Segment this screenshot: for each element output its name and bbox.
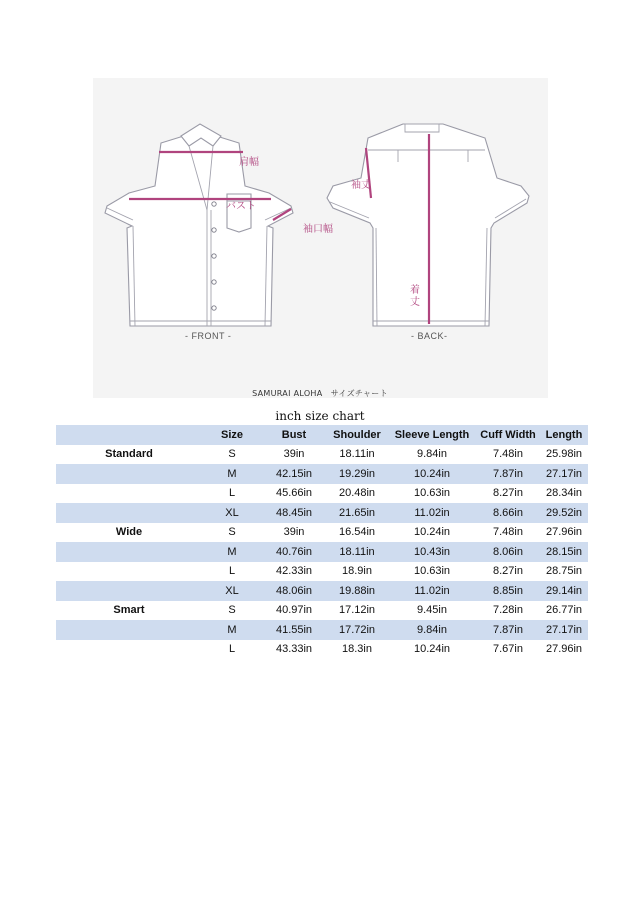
row-sleeve-length: 10.63in	[413, 565, 451, 578]
row-cuff-width: 8.66in	[493, 506, 523, 519]
back-caption: - BACK-	[411, 331, 448, 341]
row-cuff-width: 7.48in	[493, 526, 523, 539]
sleeve-length-label: 袖丈	[351, 180, 371, 191]
table-row	[56, 464, 588, 484]
row-fit: Smart	[113, 604, 145, 617]
table-row	[56, 581, 588, 601]
row-size: XL	[225, 584, 239, 597]
row-cuff-width: 8.06in	[493, 545, 523, 558]
row-length: 26.77in	[545, 604, 583, 617]
header-bust: Bust	[281, 428, 307, 441]
row-length: 29.52in	[545, 506, 583, 519]
brand-caption: SAMURAI ALOHA サイズチャート	[252, 389, 388, 398]
row-shoulder: 17.72in	[338, 623, 376, 636]
back-shirt	[327, 124, 529, 341]
row-bust: 39in	[283, 448, 305, 461]
row-fit	[56, 464, 202, 484]
table-row	[56, 484, 588, 504]
row-fit	[56, 542, 202, 562]
row-bust: 45.66in	[275, 487, 313, 500]
row-size: XL	[225, 506, 239, 519]
row-cuff-width: 7.67in	[493, 643, 523, 656]
row-sleeve-length: 11.02in	[414, 506, 450, 519]
row-fit: Wide	[115, 526, 143, 539]
row-shoulder: 20.48in	[338, 487, 376, 500]
row-sleeve-length: 10.63in	[413, 487, 451, 500]
row-cuff-width: 8.27in	[493, 487, 523, 500]
row-size: S	[228, 448, 236, 461]
header-fit	[56, 425, 202, 445]
row-cuff-width: 8.27in	[493, 565, 523, 578]
row-sleeve-length: 10.24in	[413, 467, 451, 480]
row-bust: 48.45in	[275, 506, 313, 519]
row-fit	[56, 620, 202, 640]
row-length: 27.17in	[545, 467, 583, 480]
row-size: L	[228, 487, 236, 500]
header-size: Size	[220, 428, 243, 441]
table-row	[56, 562, 588, 582]
shoulder-label: 肩幅	[239, 157, 259, 168]
row-shoulder: 16.54in	[338, 526, 376, 539]
shirt-button	[212, 228, 216, 232]
row-cuff-width: 7.87in	[493, 623, 523, 636]
row-shoulder: 21.65in	[338, 506, 376, 519]
row-length: 27.96in	[545, 526, 583, 539]
size-table	[56, 425, 588, 659]
row-cuff-width: 8.85in	[493, 584, 523, 597]
shirt-diagram	[93, 78, 548, 398]
row-fit: Standard	[105, 448, 153, 461]
table-row	[56, 523, 588, 543]
row-sleeve-length: 10.24in	[413, 643, 451, 656]
row-shoulder: 19.29in	[338, 467, 376, 480]
table-row	[56, 640, 588, 660]
row-sleeve-length: 11.02in	[414, 584, 450, 597]
row-shoulder: 17.12in	[338, 604, 376, 617]
row-bust: 40.97in	[275, 604, 313, 617]
row-bust: 43.33in	[275, 643, 313, 656]
row-length: 28.34in	[545, 487, 583, 500]
row-length: 27.96in	[545, 643, 583, 656]
shirt-button	[212, 202, 216, 206]
header-sleeve-length: Sleeve Length	[394, 428, 470, 441]
header-shoulder: Shoulder	[333, 428, 381, 441]
row-size: L	[228, 565, 236, 578]
row-sleeve-length: 9.84in	[417, 448, 447, 461]
front-caption: - FRONT -	[185, 331, 232, 341]
row-bust: 41.55in	[275, 623, 313, 636]
row-size: M	[227, 623, 237, 636]
cuff-width-label: 袖口幅	[303, 224, 333, 235]
table-row	[56, 503, 588, 523]
row-sleeve-length: 9.84in	[417, 623, 447, 636]
bust-label: バスト	[226, 201, 256, 212]
row-sleeve-length: 9.45in	[417, 604, 447, 617]
row-cuff-width: 7.28in	[493, 604, 523, 617]
table-row	[56, 542, 588, 562]
row-shoulder: 18.11in	[339, 545, 375, 558]
row-length: 28.15in	[545, 545, 583, 558]
row-size: S	[228, 604, 236, 617]
table-row	[56, 445, 588, 465]
row-fit	[56, 562, 202, 582]
row-bust: 39in	[283, 526, 305, 539]
row-shoulder: 18.3in	[342, 643, 372, 656]
row-length: 29.14in	[545, 584, 583, 597]
shirt-button	[212, 254, 216, 258]
row-shoulder: 19.88in	[338, 584, 376, 597]
row-size: M	[227, 467, 237, 480]
row-fit	[56, 484, 202, 504]
shirt-button	[212, 306, 216, 310]
row-bust: 42.15in	[275, 467, 313, 480]
row-length: 28.75in	[545, 565, 583, 578]
row-bust: 42.33in	[275, 565, 313, 578]
chart-title: inch size chart	[275, 409, 365, 423]
row-size: M	[227, 545, 237, 558]
row-bust: 48.06in	[275, 584, 313, 597]
table-row	[56, 620, 588, 640]
size-table-body	[56, 445, 588, 660]
row-fit	[56, 640, 202, 660]
table-row	[56, 601, 588, 621]
header-cuff-width: Cuff Width	[480, 428, 536, 441]
row-length: 25.98in	[545, 448, 583, 461]
row-size: S	[228, 526, 236, 539]
table-header-row	[56, 425, 588, 445]
row-length: 27.17in	[545, 623, 583, 636]
row-sleeve-length: 10.24in	[413, 526, 451, 539]
row-bust: 40.76in	[275, 545, 313, 558]
row-sleeve-length: 10.43in	[413, 545, 451, 558]
row-fit	[56, 503, 202, 523]
shirt-button	[212, 280, 216, 284]
row-shoulder: 18.11in	[339, 448, 375, 461]
length-label-top: 着	[410, 285, 420, 296]
row-cuff-width: 7.87in	[493, 467, 523, 480]
row-shoulder: 18.9in	[342, 565, 372, 578]
length-label-bottom: 丈	[410, 297, 420, 308]
row-cuff-width: 7.48in	[493, 448, 523, 461]
header-length: Length	[545, 428, 583, 441]
shirt-illustration	[93, 78, 548, 398]
row-fit	[56, 581, 202, 601]
row-size: L	[228, 643, 236, 656]
front-shirt	[105, 124, 333, 341]
